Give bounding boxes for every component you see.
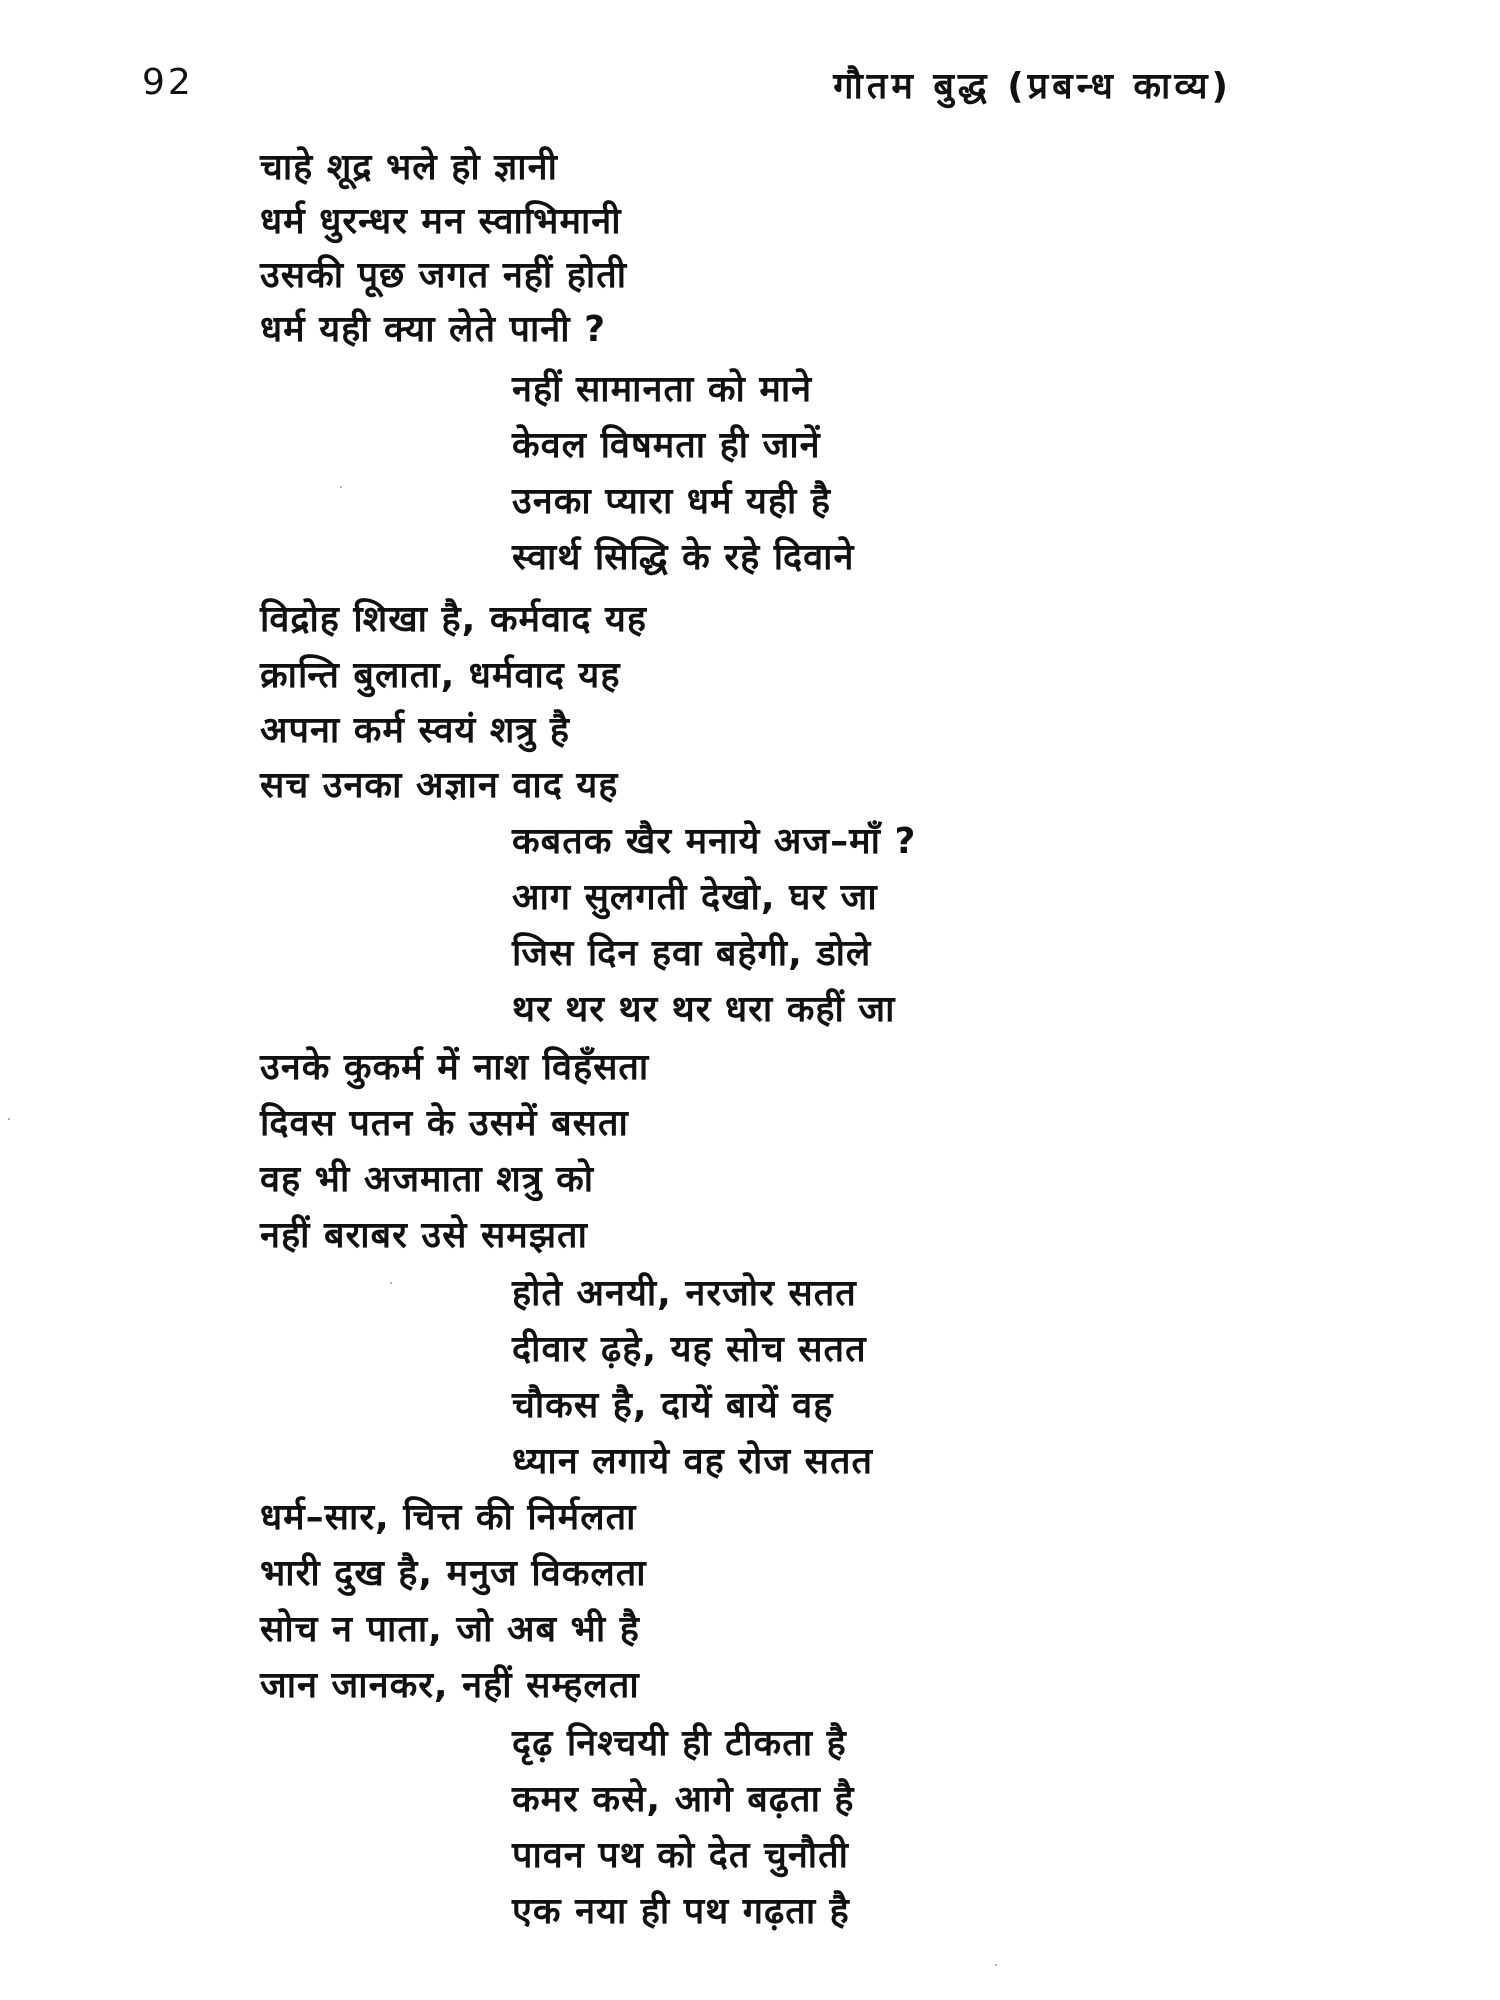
- poem-line: एक नया ही पथ गढ़ता है: [512, 1891, 850, 1932]
- poem-line: सच उनका अज्ञान वाद यह: [260, 765, 619, 806]
- poem-line: चौकस है, दायें बायें वह: [512, 1385, 834, 1426]
- scan-speck: [8, 1118, 10, 1120]
- poem-line: पावन पथ को देत चुनौती: [512, 1835, 849, 1876]
- poem-line: उसकी पूछ जगत नहीं होती: [260, 255, 628, 296]
- poem-line: स्वार्थ सिद्धि के रहे दिवाने: [512, 537, 855, 578]
- poem-line: अपना कर्म स्वयं शत्रु है: [260, 710, 570, 751]
- poem-line: दिवस पतन के उसमें बसता: [260, 1103, 629, 1144]
- poem-line: नहीं सामानता को माने: [512, 369, 813, 410]
- poem-line: जिस दिन हवा बहेगी, डोले: [512, 933, 872, 974]
- poem-line: केवल विषमता ही जानें: [512, 425, 821, 466]
- poem-line: कमर कसे, आगे बढ़ता है: [512, 1779, 855, 1820]
- scan-speck: [390, 1282, 392, 1284]
- poem-line: धर्म यही क्या लेते पानी ?: [260, 309, 607, 350]
- poem-line: ध्यान लगाये वह रोज सतत: [512, 1441, 874, 1482]
- poem-line: उनका प्यारा धर्म यही है: [512, 481, 832, 522]
- poem-line: कबतक खैर मनाये अज–माँ ?: [512, 821, 917, 862]
- poem-line: होते अनयी, नरजोर सतत: [512, 1273, 857, 1314]
- poem-line: क्रान्ति बुलाता, धर्मवाद यह: [260, 655, 621, 696]
- poem-line: विद्रोह शिखा है, कर्मवाद यह: [260, 599, 648, 640]
- poem-line: दृढ़ निश्चयी ही टीकता है: [512, 1723, 847, 1764]
- poem-line: थर थर थर थर धरा कहीं जा: [512, 989, 896, 1030]
- poem-line: वह भी अजमाता शत्रु को: [260, 1159, 595, 1200]
- poem-line: नहीं बराबर उसे समझता: [260, 1215, 588, 1256]
- poem-line: उनके कुकर्म में नाश विहँसता: [260, 1047, 650, 1088]
- poem-line: आग सुलगती देखो, घर जा: [512, 877, 878, 918]
- poem-line: दीवार ढ़हे, यह सोच सतत: [512, 1329, 867, 1370]
- poem-line: जान जानकर, नहीं सम्हलता: [260, 1665, 640, 1706]
- poem-line: धर्म–सार, चित्त की निर्मलता: [260, 1497, 637, 1538]
- scan-speck: [340, 486, 342, 488]
- poem-line: चाहे शूद्र भले हो ज्ञानी: [260, 147, 558, 188]
- page-number: 92: [142, 62, 194, 103]
- poem-line: सोच न पाता, जो अब भी है: [260, 1609, 640, 1650]
- running-title: गौतम बुद्ध (प्रबन्ध काव्य): [833, 66, 1232, 107]
- poem-line: भारी दुख है, मनुज विकलता: [260, 1553, 647, 1594]
- scan-speck: [995, 1964, 997, 1966]
- poem-line: धर्म धुरन्धर मन स्वाभिमानी: [260, 201, 622, 242]
